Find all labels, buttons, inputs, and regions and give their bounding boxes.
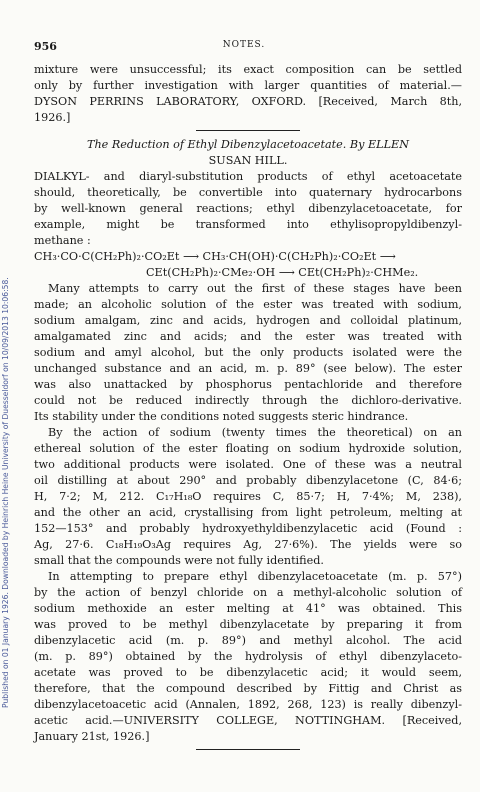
- article-title: The Reduction of Ethyl Dibenzylacetoacetate. By ELLEN: [87, 138, 409, 151]
- text-line: 1926.]: [34, 111, 71, 124]
- text-line: methane :: [34, 234, 91, 247]
- text-line: DIALKYL- and diaryl-substitution products of ethyl acetoacetate: [34, 170, 462, 183]
- text-line: was proved to be methyl dibenzylacetate by preparing it from: [34, 618, 462, 631]
- text-line: In attempting to prepare ethyl dibenzylacetoacetate (m. p. 57°): [48, 570, 462, 583]
- text-line: by well-known general reactions; ethyl dibenzylacetoacetate, for: [34, 202, 462, 215]
- text-line: small that the compounds were not fully identified.: [34, 554, 324, 567]
- text-line: Many attempts to carry out the first of these stages have been: [48, 282, 462, 295]
- text-line: sodium and amyl alcohol, but the only products isolated were the: [34, 346, 462, 359]
- text-line: made; an alcoholic solution of the ester was treated with sodium,: [34, 298, 462, 311]
- running-head: NOTES.: [222, 40, 266, 50]
- text-line: oil distilling at about 290° and probably dibenzylacetone (C, 84·6;: [34, 474, 462, 487]
- text-line: H, 7·2; M, 212. C₁₇H₁₈O requires C, 85·7; H, 7·4%; M, 238),: [34, 490, 462, 503]
- text-line: unchanged substance and an acid, m. p. 89° (see below). The ester: [34, 362, 462, 375]
- text-line: sodium amalgam, zinc and acids, hydrogen and colloidal platinum,: [34, 314, 462, 327]
- text-line: dibenzylacetic acid (m. p. 89°) and methyl alcohol. The acid: [34, 634, 462, 647]
- text-line: 152—153° and probably hydroxyethyldibenzylacetic acid (Found :: [34, 522, 462, 535]
- text-line: acetate was proved to be dibenzylacetic acid; it would seem,: [34, 666, 462, 679]
- text-line: and the other an acid, crystallising from light petroleum, melting at: [34, 506, 462, 519]
- text-line: sodium methoxide an ester melting at 41° was obtained. This: [34, 602, 462, 615]
- text-line: example, might be transformed into ethylisopropyldibenzyl-: [34, 218, 462, 231]
- equation-line: CH₃·CO·C(CH₂Ph)₂·CO₂Et ⟶ CH₃·CH(OH)·C(CH₂Ph)₂·CO₂Et ⟶: [34, 250, 396, 263]
- end-divider: [196, 749, 300, 750]
- article-author: SUSAN HILL.: [208, 154, 288, 167]
- text-line: (m. p. 89°) obtained by the hydrolysis of ethyl dibenzylaceto-: [34, 650, 462, 663]
- text-line: mixture were unsuccessful; its exact composition can be settled: [34, 63, 462, 76]
- page-header: [34, 40, 454, 54]
- text-line: was also unattacked by phosphorus pentachloride and therefore: [34, 378, 462, 391]
- text-line: should, theoretically, be convertible into quaternary hydrocarbons: [34, 186, 462, 199]
- text-line: January 21st, 1926.]: [34, 730, 150, 743]
- text-line: ethereal solution of the ester floating on sodium hydroxide solution,: [34, 442, 462, 455]
- text-line: by the action of benzyl chloride on a methyl-alcoholic solution of: [34, 586, 462, 599]
- text-line: dibenzylacetoacetic acid (Annalen, 1892, 268, 123) is really dibenzyl-: [34, 698, 462, 711]
- section-divider: [196, 130, 300, 131]
- text-line: DYSON PERRINS LABORATORY, OXFORD. [Received, March 8th,: [34, 95, 462, 108]
- text-line: Ag, 27·6. C₁₈H₁₉O₃Ag requires Ag, 27·6%). The yields were so: [34, 538, 462, 551]
- text-line: only by further investigation with larger quantities of material.—: [34, 79, 462, 92]
- text-line: Its stability under the conditions noted suggests steric hindrance.: [34, 410, 409, 423]
- text-line: therefore, that the compound described by Fittig and Christ as: [34, 682, 462, 695]
- text-line: two additional products were isolated. One of these was a neutral: [34, 458, 462, 471]
- text-line: acetic acid.—UNIVERSITY COLLEGE, NOTTINGHAM. [Received,: [34, 714, 462, 727]
- page-body: [34, 62, 462, 756]
- text-line: could not be reduced indirectly through the dichloro-derivative.: [34, 394, 462, 407]
- download-watermark-text: Published on 01 January 1926. Downloaded by Heinrich Heine University of Duesseldorf on 10/09/2013 10:06:58.: [1, 277, 10, 708]
- download-watermark: [1, 8, 13, 708]
- text-line: By the action of sodium (twenty times the theoretical) on an: [48, 426, 462, 439]
- page-number: 956: [34, 40, 57, 53]
- equation-line: CEt(CH₂Ph)₂·CMe₂·OH ⟶ CEt(CH₂Ph)₂·CHMe₂.: [146, 266, 419, 279]
- text-line: amalgamated zinc and acids; and the ester was treated with: [34, 330, 462, 343]
